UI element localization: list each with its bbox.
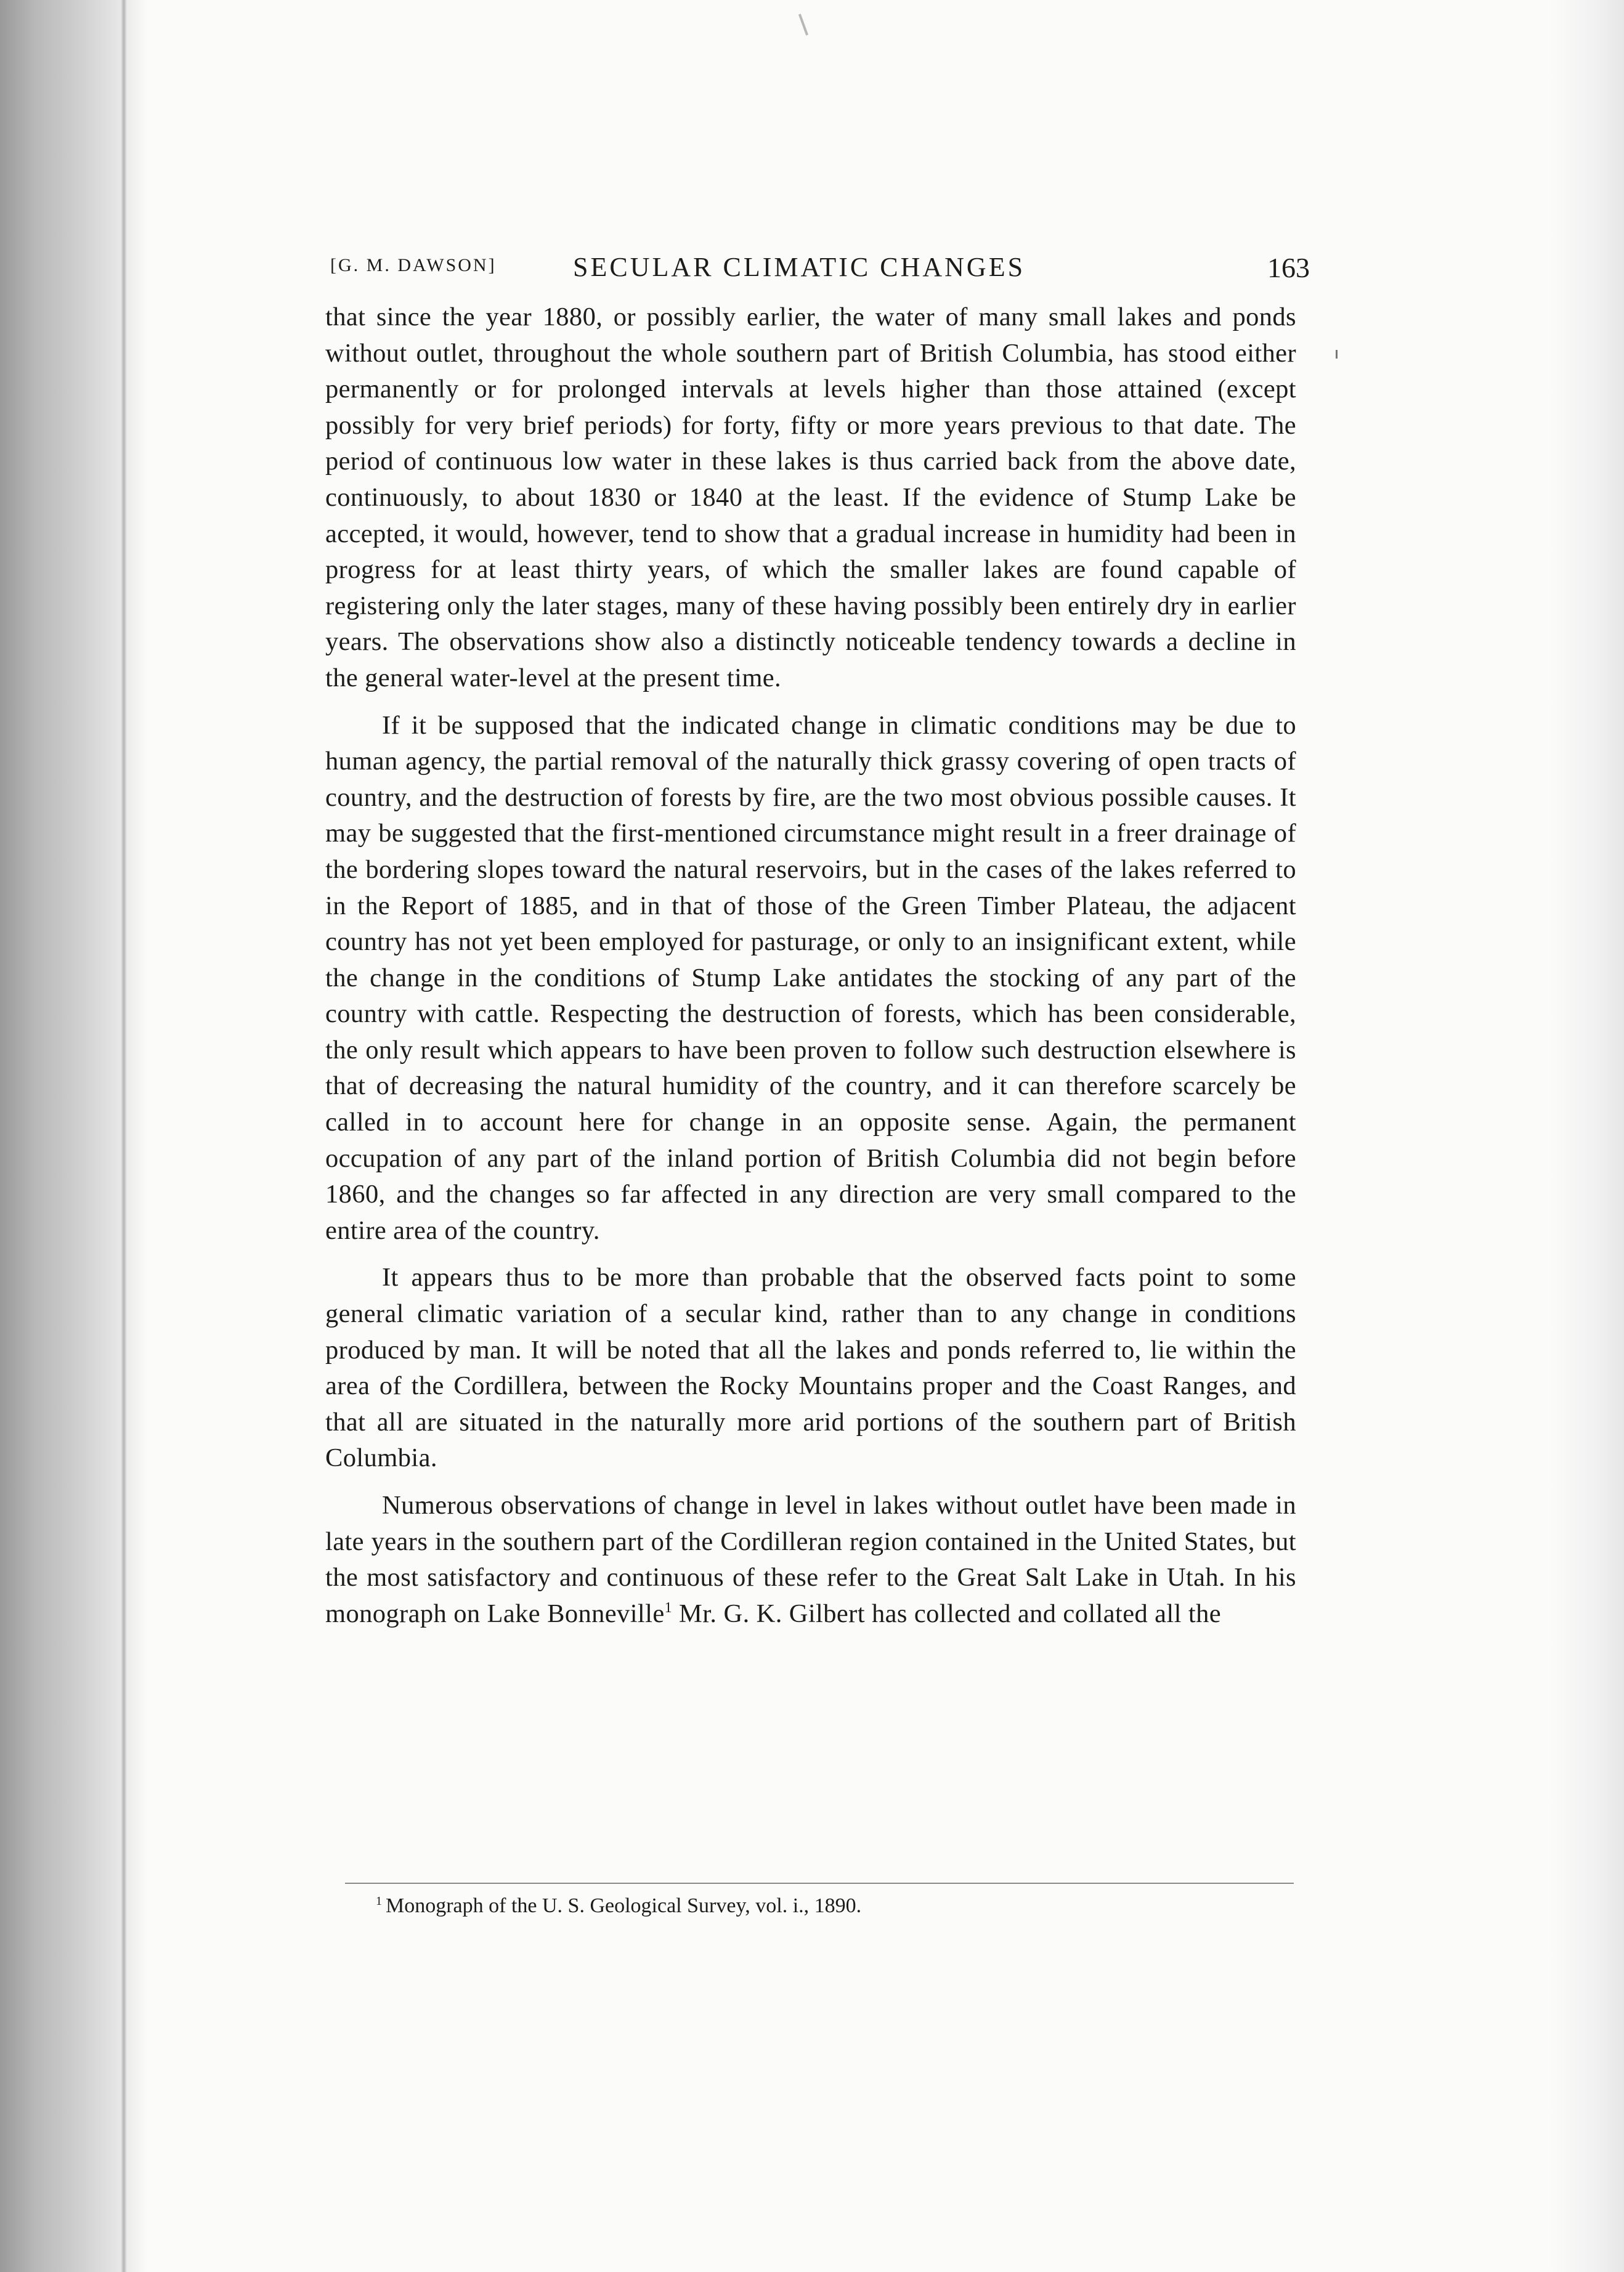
footnote-reference: 1 (664, 1599, 672, 1616)
binding-line (121, 0, 127, 2272)
page-edge-shadow (1550, 0, 1624, 2272)
paragraph-human-agency: If it be supposed that the indicated change in climatic conditions may be due to human agency, the partial removal of the naturally thick grassy covering of open tracts of country, and the destruction of forests by fire, are the two most obvious possible causes. It may be suggested that the first-mentioned circumstance might result in a freer drainage of the bordering slopes toward the natural reservoirs, but in the cases of the lakes referred to in the Report of 1885, and in that of those of the Green Timber Plateau, the adjacent country has not yet been employed for pasturage, or only to an insignificant extent, while the change in the conditions of Stump Lake antidates the stocking of any part of the country with cattle. Respecting the destruction of forests, which has been considerable, the only result which appears to have been proven to follow such destruction elsewhere is that of decreasing the natural humidity of the country, and it can therefore scarcely be called in to account here for change in an opposite sense. Again, the permanent occupation of any part of the inland portion of British Columbia did not begin before 1860, and the changes so far affected in any direction are very small compared to the entire area of the country. (325, 710, 1296, 1245)
footnote (376, 1888, 1238, 1920)
header-author: [G. M. DAWSON] (330, 255, 497, 275)
body-text (325, 299, 1296, 1632)
paragraph-continued: that since the year 1880, or possibly earlier, the water of many small lakes and ponds without outlet, throughout the whole southern part of British Columbia, has stood either permanently or for prolonged intervals at levels higher than those attained (except possibly for very brief periods) for forty, fifty or more years previous to that date. The period of continuous low water in these lakes is thus carried back from the above date, continuously, to about 1830 or 1840 at the least. If the evidence of Stump Lake be accepted, it would, however, tend to show that a gradual increase in humidity had been in progress for at least thirty years, of which the smaller lakes are found capable of registering only the later stages, many of these having possibly been entirely dry in earlier years. The observations show also a distinctly noticeable tendency towards a decline in the general water-level at the present time. (325, 302, 1296, 692)
paragraph-great-salt-lake-text: Numerous observations of change in level in lakes without outlet have been made in late years in the southern part of the Cordilleran region contained in the United States, but the most satisfactory and continuous of these refer to the Great Salt Lake in Utah. In his monograph on Lake Bonneville (325, 1491, 1296, 1628)
paragraph-great-salt-lake (325, 1488, 1296, 1632)
scan-mark (798, 14, 808, 35)
footnote-marker: 1 (376, 1894, 382, 1908)
margin-mark (1336, 350, 1338, 359)
running-header (330, 251, 1310, 288)
paragraph-great-salt-lake-tail: Mr. G. K. Gilbert has collected and collated all the (672, 1599, 1221, 1628)
header-running-title: SECULAR CLIMATIC CHANGES (573, 252, 1026, 282)
footnote-divider (345, 1883, 1294, 1884)
footnote-text: Monograph of the U. S. Geological Survey, vol. i., 1890. (386, 1894, 862, 1917)
page-number: 163 (1267, 252, 1310, 283)
paragraph-secular-variation: It appears thus to be more than probable that the observed facts point to some general climatic variation of a secular kind, rather than to any change in conditions produced by man. It will be noted that all the lakes and ponds referred to, lie within the area of the Cordillera, between the Rocky Mountains proper and the Coast Ranges, and that all are situated in the naturally more arid portions of the southern part of British Columbia. (325, 1263, 1296, 1473)
